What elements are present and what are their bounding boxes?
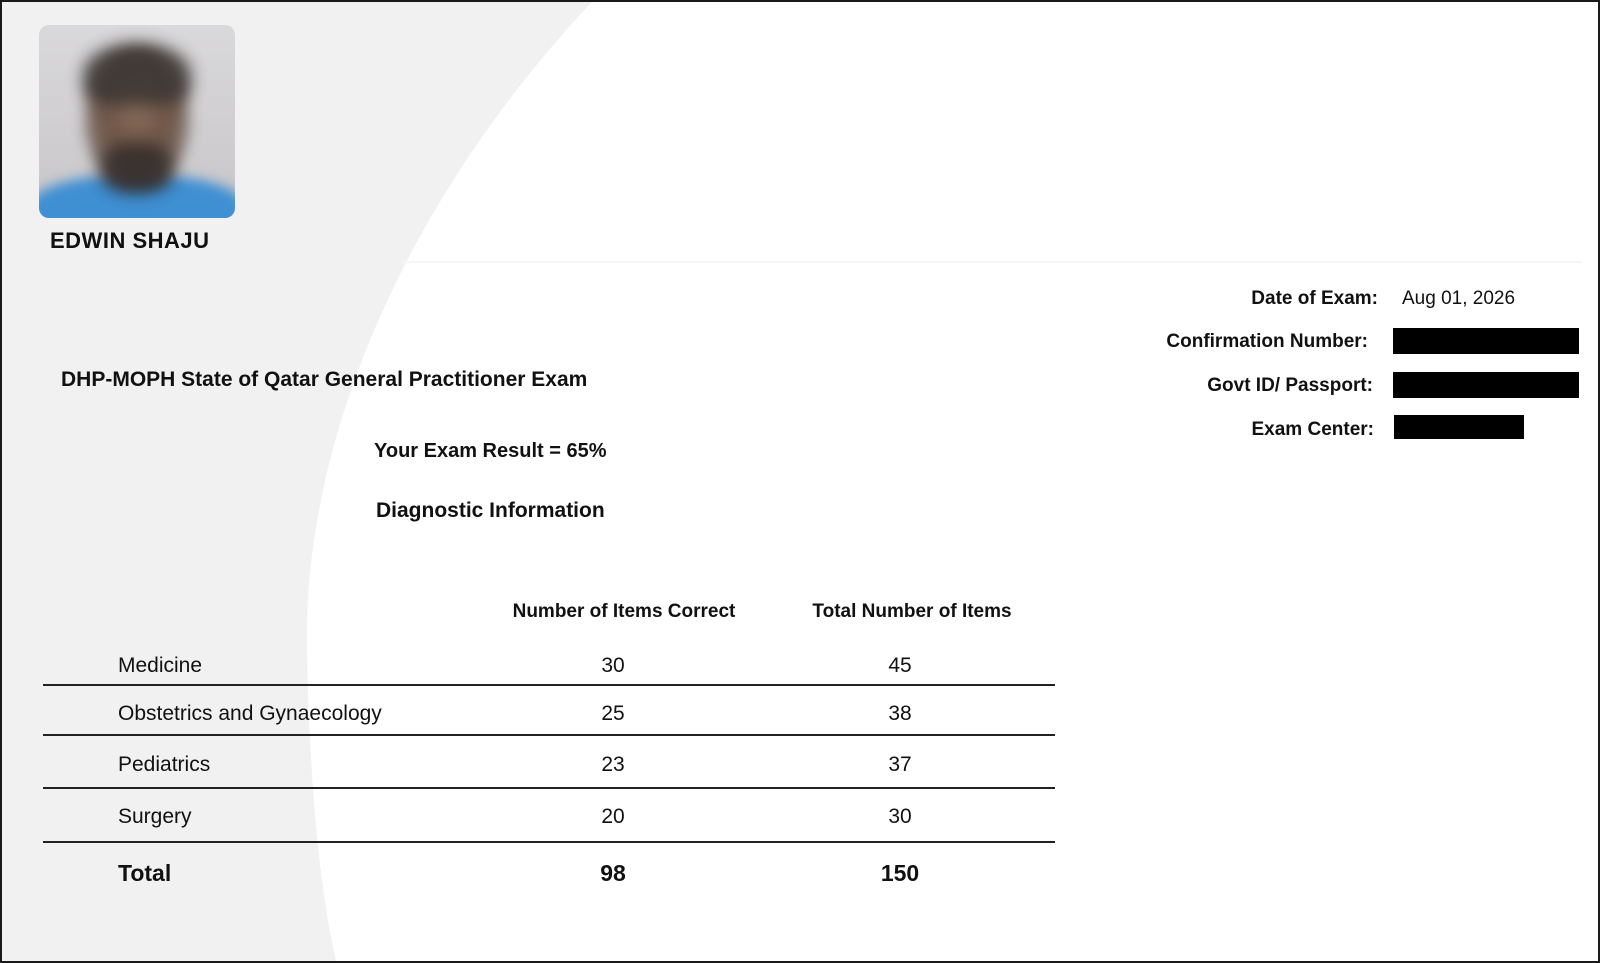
total-label: Total (118, 860, 172, 886)
confirmation-number-label: Confirmation Number: (1166, 331, 1368, 352)
row-total: 38 (888, 702, 912, 725)
row-correct: 20 (601, 805, 625, 828)
confirmation-number-redaction (1393, 328, 1579, 354)
candidate-photo (39, 25, 235, 218)
row-correct: 23 (601, 753, 625, 776)
table-total-row (43, 860, 1055, 910)
date-of-exam-label: Date of Exam: (1251, 288, 1378, 309)
candidate-name: EDWIN SHAJU (50, 228, 210, 253)
row-divider (43, 734, 1055, 736)
table-row (43, 805, 1055, 855)
row-subject: Surgery (118, 805, 192, 828)
exam-title: DHP-MOPH State of Qatar General Practitioner Exam (61, 368, 588, 391)
table-row (43, 702, 1055, 752)
total-correct: 98 (600, 860, 626, 886)
row-subject: Pediatrics (118, 753, 211, 776)
row-total: 45 (888, 654, 912, 677)
exam-result: Your Exam Result = 65% (374, 440, 607, 462)
table-row (43, 654, 1055, 704)
column-header-total: Total Number of Items (812, 601, 1012, 622)
exam-center-redaction (1394, 415, 1524, 439)
row-divider (43, 841, 1055, 843)
table-row (43, 753, 1055, 803)
govt-id-label: Govt ID/ Passport: (1207, 375, 1373, 396)
row-total: 37 (888, 753, 912, 776)
row-divider (43, 787, 1055, 789)
exam-center-label: Exam Center: (1251, 419, 1374, 440)
row-correct: 30 (601, 654, 625, 677)
row-divider (43, 684, 1055, 686)
row-subject: Obstetrics and Gynaecology (118, 702, 382, 725)
column-header-correct: Number of Items Correct (512, 601, 736, 622)
date-of-exam-value: Aug 01, 2026 (1402, 288, 1516, 309)
row-correct: 25 (601, 702, 625, 725)
row-subject: Medicine (118, 654, 203, 677)
row-total: 30 (888, 805, 912, 828)
total-items: 150 (880, 860, 920, 886)
diagnostic-heading: Diagnostic Information (376, 499, 605, 522)
govt-id-redaction (1393, 372, 1579, 398)
